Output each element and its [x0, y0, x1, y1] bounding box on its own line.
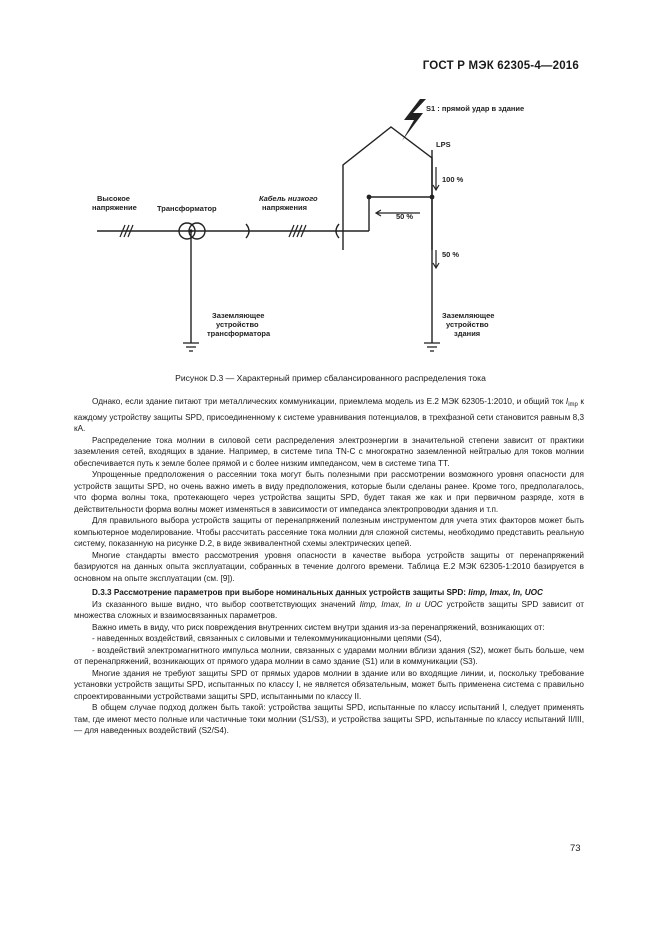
cable-label-1: Кабель низкого — [259, 194, 318, 203]
document-header: ГОСТ Р МЭК 62305-4—2016 — [422, 60, 579, 72]
section-heading: D.3.3 Рассмотрение параметров при выборе номинальных данных устройств защиты SPD: Iimp, Imax, In, UOC — [92, 588, 543, 597]
paragraph-8: Многие здания не требуют защиты SPD от прямых ударов молнии в здание или во входящие линии, и, поскольку требование установки устройств защиты SPD, испытанных по классу I, не является обязательным, может быть применена система с правильно спроектированными устройствами защиты SPD, испытанными по классу II. — [74, 668, 584, 701]
list-item-1: - наведенных воздействий, связанных с силовыми и телекоммуникационными цепями (S4), — [92, 634, 442, 643]
transformer-label: Трансформатор — [157, 204, 217, 213]
bld-ground-label-1: Заземляющее — [442, 311, 495, 320]
pct-50-inner-label: 50 % — [396, 212, 414, 221]
high-voltage-label-2: напряжение — [92, 203, 137, 212]
paragraph-6: Из сказанного выше видно, что выбор соответствующих значений Iimp, Imax, In и UOC устройств защиты SPD зависит от множества сложных и взаимосвязанных параметров. — [74, 599, 584, 620]
list-item-2: - воздействий электромагнитного импульса молнии, связанных с ударами молнии вблизи здания (S2), может быть больше, чем от перенапряжений, возникающих от прямого удара молнии в само здание (S1) или в коммуникации (S3). — [74, 645, 584, 666]
tr-ground-label-1: Заземляющее — [212, 311, 265, 320]
tr-ground-label-2: устройство — [216, 320, 259, 329]
tr-ground-label-3: трансформатора — [207, 329, 271, 338]
high-voltage-label-1: Высокое — [97, 194, 130, 203]
pct-50-outer-label: 50 % — [442, 250, 460, 259]
paragraph-4: Для правильного выбора устройств защиты от перенапряжений полезным инструментом для учета этих факторов может быть компьютерное моделирование. Чтобы рассчитать рассеяние тока молнии для сложной системы, необходимо представить реальную систему, показанную на рисунке D.2, в виде эквивалентной схемы электрических цепей. — [74, 516, 584, 548]
bld-ground-label-3: здания — [454, 329, 481, 338]
pct-100-label: 100 % — [442, 175, 464, 184]
bld-ground-label-2: устройство — [446, 320, 489, 329]
arrow-100-icon — [433, 167, 439, 190]
paragraph-5: Многие стандарты вместо рассмотрения уровня опасности в качестве выбора устройств защиты от перенапряжений базируются на данных опыта эксплуатации, собранных в течение долгого времени. Таблица Е.2 МЭК 62305-1:2010 базируется в основном на опыте эксплуатации (см. [9]). — [74, 550, 584, 583]
lps-label: LPS — [436, 140, 451, 149]
figure-caption: Рисунок D.3 — Характерный пример сбалансированного распределения тока — [175, 373, 486, 383]
paragraph-9: В общем случае подход должен быть такой: устройства защиты SPD, испытанные по классу испытаний I, следует применять там, где имеют место полные или частичные токи молнии (S1/S3), и устройства защиты SPD, испытанные по классу испытаний II/III, — для наведенных воздействий (S2/S4). — [74, 703, 584, 735]
paragraph-3: Упрощенные предположения о рассеянии тока могут быть полезными при рассмотрении возможного уровня опасности для устройств защиты SPD, но очень важно иметь в виду предположения, которые были сделаны ранее. Кроме того, предполагалось, что форма волны тока, протекающего через устройства защиты SPD, будет такая же как и при первичном разряде, хотя в действительности форма волны может изменяться в зависимости от импеданса электропроводки здания и т.п. — [74, 470, 584, 514]
strike-label: S1 : прямой удар в здание — [426, 104, 525, 113]
page-number: 73 — [570, 843, 581, 854]
arrow-50-outer-icon — [433, 250, 439, 268]
lightning-bolt-icon — [402, 99, 426, 141]
paragraph-2: Распределение тока молнии в силовой сети распределения электроэнергии в значительной степени зависит от практики заземления сетей, входящих в здание. Например, в системе типа TN-C с многократно заземленной нейтралью для токов молнии обеспечивается путь к земле более прямой и с более низким импедансом, чем в системе типа ТТ. — [74, 435, 584, 468]
cable-label-2: напряжения — [262, 203, 307, 212]
current-distribution-diagram — [0, 0, 661, 370]
paragraph-1: Однако, если здание питают три металлических коммуникации, приемлема модель из Е.2 МЭК 62305-1:2010, и общий ток $I_{imp}$ к каждому устройству защиты SPD, присоединенному к системе уравнивания потенциалов, в трехфазной сети становится равным 8,3 кА. — [74, 397, 584, 433]
paragraph-7: Важно иметь в виду, что риск повреждения внутренних систем внутри здания из-за перенапряжений, возникающих от: — [92, 622, 545, 632]
body-text — [74, 396, 584, 737]
